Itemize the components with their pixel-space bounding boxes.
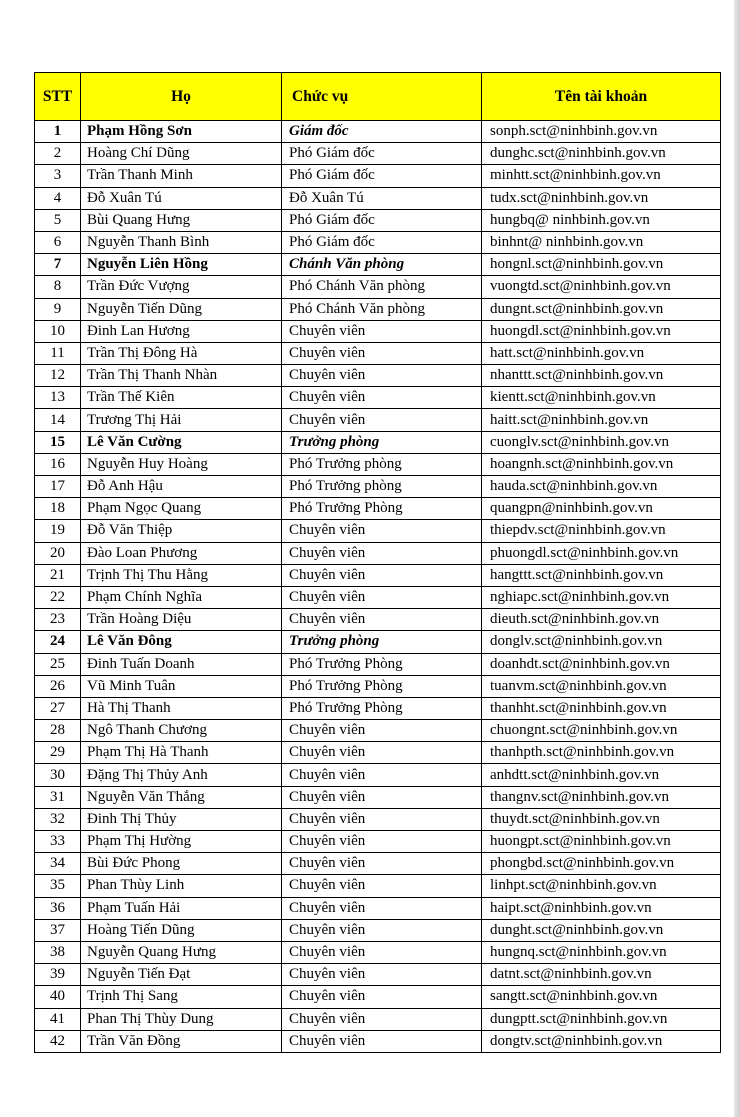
cell-ho: Phạm Chính Nghĩa: [81, 586, 282, 608]
cell-ten-tai-khoan: phuongdl.sct@ninhbinh.gov.vn: [482, 542, 721, 564]
cell-ten-tai-khoan: dungnt.sct@ninhbinh.gov.vn: [482, 298, 721, 320]
table-row: [35, 897, 721, 919]
cell-ho: Đinh Tuấn Doanh: [81, 653, 282, 675]
cell-chuc-vu: Phó Trưởng phòng: [282, 476, 482, 498]
cell-stt: 33: [35, 831, 81, 853]
table-row: [35, 165, 721, 187]
table-row: [35, 254, 721, 276]
cell-chuc-vu: Chuyên viên: [282, 764, 482, 786]
cell-ho: Trần Thị Đông Hà: [81, 342, 282, 364]
cell-stt: 39: [35, 964, 81, 986]
cell-stt: 30: [35, 764, 81, 786]
account-table-sheet: [34, 72, 720, 1053]
header-ho: Họ: [81, 73, 282, 121]
cell-stt: 15: [35, 431, 81, 453]
cell-ten-tai-khoan: tudx.sct@ninhbinh.gov.vn: [482, 187, 721, 209]
table-row: [35, 209, 721, 231]
cell-stt: 1: [35, 121, 81, 143]
cell-ho: Trần Đức Vượng: [81, 276, 282, 298]
cell-ten-tai-khoan: hungbq@ ninhbinh.gov.vn: [482, 209, 721, 231]
table-row: [35, 276, 721, 298]
table-row: [35, 1030, 721, 1052]
table-row: [35, 808, 721, 830]
cell-stt: 13: [35, 387, 81, 409]
cell-ten-tai-khoan: linhpt.sct@ninhbinh.gov.vn: [482, 875, 721, 897]
cell-ten-tai-khoan: dungptt.sct@ninhbinh.gov.vn: [482, 1008, 721, 1030]
cell-ho: Phạm Hồng Sơn: [81, 121, 282, 143]
cell-ten-tai-khoan: tuanvm.sct@ninhbinh.gov.vn: [482, 675, 721, 697]
cell-stt: 37: [35, 919, 81, 941]
cell-ho: Nguyễn Tiến Đạt: [81, 964, 282, 986]
cell-ho: Phạm Tuấn Hải: [81, 897, 282, 919]
cell-chuc-vu: Phó Trưởng Phòng: [282, 675, 482, 697]
cell-ho: Hà Thị Thanh: [81, 697, 282, 719]
cell-ho: Đặng Thị Thủy Anh: [81, 764, 282, 786]
table-row: [35, 653, 721, 675]
table-row: [35, 853, 721, 875]
cell-chuc-vu: Phó Trưởng Phòng: [282, 653, 482, 675]
table-header-row: [35, 73, 721, 121]
cell-chuc-vu: Chuyên viên: [282, 919, 482, 941]
cell-stt: 16: [35, 453, 81, 475]
table-row: [35, 786, 721, 808]
cell-chuc-vu: Chuyên viên: [282, 409, 482, 431]
cell-ten-tai-khoan: anhdtt.sct@ninhbinh.gov.vn: [482, 764, 721, 786]
table-row: [35, 609, 721, 631]
cell-stt: 5: [35, 209, 81, 231]
cell-ten-tai-khoan: vuongtd.sct@ninhbinh.gov.vn: [482, 276, 721, 298]
cell-ten-tai-khoan: sangtt.sct@ninhbinh.gov.vn: [482, 986, 721, 1008]
cell-ho: Phạm Thị Hà Thanh: [81, 742, 282, 764]
cell-stt: 26: [35, 675, 81, 697]
cell-stt: 42: [35, 1030, 81, 1052]
cell-stt: 8: [35, 276, 81, 298]
cell-stt: 10: [35, 320, 81, 342]
table-row: [35, 586, 721, 608]
table-row: [35, 409, 721, 431]
cell-ho: Đỗ Văn Thiệp: [81, 520, 282, 542]
cell-chuc-vu: Chuyên viên: [282, 875, 482, 897]
cell-chuc-vu: Chuyên viên: [282, 986, 482, 1008]
table-row: [35, 143, 721, 165]
cell-ten-tai-khoan: hoangnh.sct@ninhbinh.gov.vn: [482, 453, 721, 475]
table-row: [35, 520, 721, 542]
cell-stt: 35: [35, 875, 81, 897]
cell-chuc-vu: Chuyên viên: [282, 742, 482, 764]
cell-ho: Đinh Lan Hương: [81, 320, 282, 342]
cell-ho: Bùi Quang Hưng: [81, 209, 282, 231]
cell-chuc-vu: Chánh Văn phòng: [282, 254, 482, 276]
cell-stt: 17: [35, 476, 81, 498]
table-row: [35, 941, 721, 963]
table-row: [35, 919, 721, 941]
cell-stt: 9: [35, 298, 81, 320]
cell-ten-tai-khoan: dongtv.sct@ninhbinh.gov.vn: [482, 1030, 721, 1052]
table-row: [35, 431, 721, 453]
cell-ten-tai-khoan: phongbd.sct@ninhbinh.gov.vn: [482, 853, 721, 875]
cell-chuc-vu: Chuyên viên: [282, 964, 482, 986]
cell-chuc-vu: Chuyên viên: [282, 520, 482, 542]
cell-stt: 36: [35, 897, 81, 919]
cell-chuc-vu: Chuyên viên: [282, 1030, 482, 1052]
cell-ho: Đỗ Anh Hậu: [81, 476, 282, 498]
cell-stt: 11: [35, 342, 81, 364]
cell-ten-tai-khoan: hangttt.sct@ninhbinh.gov.vn: [482, 564, 721, 586]
cell-stt: 27: [35, 697, 81, 719]
table-row: [35, 631, 721, 653]
cell-ten-tai-khoan: dunghc.sct@ninhbinh.gov.vn: [482, 143, 721, 165]
table-row: [35, 564, 721, 586]
cell-ten-tai-khoan: thuydt.sct@ninhbinh.gov.vn: [482, 808, 721, 830]
cell-ho: Nguyễn Quang Hưng: [81, 941, 282, 963]
cell-ten-tai-khoan: binhnt@ ninhbinh.gov.vn: [482, 231, 721, 253]
cell-chuc-vu: Chuyên viên: [282, 609, 482, 631]
cell-chuc-vu: Phó Trưởng Phòng: [282, 697, 482, 719]
cell-ten-tai-khoan: minhtt.sct@ninhbinh.gov.vn: [482, 165, 721, 187]
cell-ten-tai-khoan: cuonglv.sct@ninhbinh.gov.vn: [482, 431, 721, 453]
cell-stt: 32: [35, 808, 81, 830]
cell-stt: 28: [35, 720, 81, 742]
cell-ho: Phan Thị Thùy Dung: [81, 1008, 282, 1030]
cell-chuc-vu: Chuyên viên: [282, 720, 482, 742]
table-row: [35, 986, 721, 1008]
cell-ho: Hoàng Tiến Dũng: [81, 919, 282, 941]
table-row: [35, 298, 721, 320]
cell-chuc-vu: Phó Giám đốc: [282, 143, 482, 165]
cell-ho: Đinh Thị Thủy: [81, 808, 282, 830]
cell-ten-tai-khoan: dunght.sct@ninhbinh.gov.vn: [482, 919, 721, 941]
cell-chuc-vu: Phó Giám đốc: [282, 165, 482, 187]
cell-ten-tai-khoan: hatt.sct@ninhbinh.gov.vn: [482, 342, 721, 364]
cell-ho: Đào Loan Phương: [81, 542, 282, 564]
cell-stt: 19: [35, 520, 81, 542]
table-body: [35, 121, 721, 1053]
table-row: [35, 742, 721, 764]
cell-chuc-vu: Chuyên viên: [282, 853, 482, 875]
cell-ho: Nguyễn Tiến Dũng: [81, 298, 282, 320]
cell-chuc-vu: Trưởng phòng: [282, 431, 482, 453]
cell-stt: 34: [35, 853, 81, 875]
cell-chuc-vu: Phó Trưởng phòng: [282, 453, 482, 475]
table-row: [35, 498, 721, 520]
cell-ten-tai-khoan: sonph.sct@ninhbinh.gov.vn: [482, 121, 721, 143]
table-row: [35, 831, 721, 853]
cell-chuc-vu: Chuyên viên: [282, 365, 482, 387]
cell-ten-tai-khoan: chuongnt.sct@ninhbinh.gov.vn: [482, 720, 721, 742]
cell-ten-tai-khoan: dieuth.sct@ninhbinh.gov.vn: [482, 609, 721, 631]
cell-ten-tai-khoan: hongnl.sct@ninhbinh.gov.vn: [482, 254, 721, 276]
table-row: [35, 342, 721, 364]
cell-chuc-vu: Chuyên viên: [282, 897, 482, 919]
table-row: [35, 121, 721, 143]
cell-ho: Nguyễn Huy Hoàng: [81, 453, 282, 475]
table-row: [35, 387, 721, 409]
cell-ho: Phan Thùy Linh: [81, 875, 282, 897]
cell-ten-tai-khoan: quangpn@ninhbinh.gov.vn: [482, 498, 721, 520]
table-row: [35, 697, 721, 719]
cell-chuc-vu: Đỗ Xuân Tú: [282, 187, 482, 209]
cell-ten-tai-khoan: nghiapc.sct@ninhbinh.gov.vn: [482, 586, 721, 608]
cell-ten-tai-khoan: huongpt.sct@ninhbinh.gov.vn: [482, 831, 721, 853]
cell-chuc-vu: Trưởng phòng: [282, 631, 482, 653]
table-row: [35, 476, 721, 498]
cell-ten-tai-khoan: hungnq.sct@ninhbinh.gov.vn: [482, 941, 721, 963]
cell-stt: 21: [35, 564, 81, 586]
cell-stt: 29: [35, 742, 81, 764]
cell-ho: Trịnh Thị Thu Hằng: [81, 564, 282, 586]
table-row: [35, 1008, 721, 1030]
cell-stt: 31: [35, 786, 81, 808]
cell-ho: Nguyễn Văn Thắng: [81, 786, 282, 808]
cell-chuc-vu: Chuyên viên: [282, 808, 482, 830]
table-row: [35, 365, 721, 387]
cell-chuc-vu: Chuyên viên: [282, 342, 482, 364]
cell-stt: 14: [35, 409, 81, 431]
page-edge-shadow: [734, 0, 740, 1117]
cell-ho: Phạm Ngọc Quang: [81, 498, 282, 520]
cell-chuc-vu: Phó Chánh Văn phòng: [282, 276, 482, 298]
table-row: [35, 187, 721, 209]
cell-chuc-vu: Phó Giám đốc: [282, 231, 482, 253]
cell-ho: Trần Thanh Minh: [81, 165, 282, 187]
cell-chuc-vu: Chuyên viên: [282, 786, 482, 808]
cell-chuc-vu: Chuyên viên: [282, 320, 482, 342]
cell-chuc-vu: Chuyên viên: [282, 564, 482, 586]
cell-ho: Nguyễn Liên Hồng: [81, 254, 282, 276]
cell-stt: 40: [35, 986, 81, 1008]
cell-stt: 20: [35, 542, 81, 564]
cell-chuc-vu: Chuyên viên: [282, 542, 482, 564]
cell-ho: Lê Văn Đông: [81, 631, 282, 653]
cell-ho: Đỗ Xuân Tú: [81, 187, 282, 209]
table-row: [35, 720, 721, 742]
cell-ten-tai-khoan: haitt.sct@ninhbinh.gov.vn: [482, 409, 721, 431]
cell-chuc-vu: Giám đốc: [282, 121, 482, 143]
table-row: [35, 542, 721, 564]
cell-ho: Phạm Thị Hường: [81, 831, 282, 853]
cell-stt: 18: [35, 498, 81, 520]
cell-stt: 22: [35, 586, 81, 608]
cell-ho: Trịnh Thị Sang: [81, 986, 282, 1008]
cell-ho: Lê Văn Cường: [81, 431, 282, 453]
cell-stt: 4: [35, 187, 81, 209]
cell-stt: 12: [35, 365, 81, 387]
cell-ho: Bùi Đức Phong: [81, 853, 282, 875]
cell-stt: 25: [35, 653, 81, 675]
cell-ten-tai-khoan: thanhpth.sct@ninhbinh.gov.vn: [482, 742, 721, 764]
cell-chuc-vu: Chuyên viên: [282, 831, 482, 853]
cell-ho: Trần Hoàng Diệu: [81, 609, 282, 631]
cell-stt: 41: [35, 1008, 81, 1030]
table-row: [35, 875, 721, 897]
cell-ten-tai-khoan: hauda.sct@ninhbinh.gov.vn: [482, 476, 721, 498]
cell-chuc-vu: Chuyên viên: [282, 387, 482, 409]
cell-chuc-vu: Phó Giám đốc: [282, 209, 482, 231]
table-row: [35, 764, 721, 786]
cell-ten-tai-khoan: haipt.sct@ninhbinh.gov.vn: [482, 897, 721, 919]
cell-chuc-vu: Phó Trưởng Phòng: [282, 498, 482, 520]
cell-stt: 6: [35, 231, 81, 253]
cell-ho: Nguyễn Thanh Bình: [81, 231, 282, 253]
cell-ten-tai-khoan: thiepdv.sct@ninhbinh.gov.vn: [482, 520, 721, 542]
cell-ho: Trần Thế Kiên: [81, 387, 282, 409]
cell-chuc-vu: Phó Chánh Văn phòng: [282, 298, 482, 320]
cell-ten-tai-khoan: doanhdt.sct@ninhbinh.gov.vn: [482, 653, 721, 675]
cell-chuc-vu: Chuyên viên: [282, 1008, 482, 1030]
table-row: [35, 231, 721, 253]
cell-chuc-vu: Chuyên viên: [282, 941, 482, 963]
header-ten-tai-khoan: Tên tài khoản: [482, 73, 721, 121]
cell-ho: Vũ Minh Tuân: [81, 675, 282, 697]
cell-stt: 3: [35, 165, 81, 187]
cell-ho: Trương Thị Hải: [81, 409, 282, 431]
cell-ho: Trần Thị Thanh Nhàn: [81, 365, 282, 387]
cell-ten-tai-khoan: nhanttt.sct@ninhbinh.gov.vn: [482, 365, 721, 387]
account-table: [34, 72, 721, 1053]
cell-ten-tai-khoan: thangnv.sct@ninhbinh.gov.vn: [482, 786, 721, 808]
cell-ten-tai-khoan: huongdl.sct@ninhbinh.gov.vn: [482, 320, 721, 342]
cell-ho: Hoàng Chí Dũng: [81, 143, 282, 165]
cell-ten-tai-khoan: donglv.sct@ninhbinh.gov.vn: [482, 631, 721, 653]
cell-stt: 38: [35, 941, 81, 963]
cell-stt: 2: [35, 143, 81, 165]
cell-ten-tai-khoan: thanhht.sct@ninhbinh.gov.vn: [482, 697, 721, 719]
header-stt: STT: [35, 73, 81, 121]
cell-ho: Trần Văn Đồng: [81, 1030, 282, 1052]
header-chuc-vu: Chức vụ: [282, 73, 482, 121]
cell-stt: 24: [35, 631, 81, 653]
cell-stt: 23: [35, 609, 81, 631]
table-row: [35, 453, 721, 475]
table-row: [35, 320, 721, 342]
cell-chuc-vu: Chuyên viên: [282, 586, 482, 608]
cell-ten-tai-khoan: kientt.sct@ninhbinh.gov.vn: [482, 387, 721, 409]
cell-ten-tai-khoan: datnt.sct@ninhbinh.gov.vn: [482, 964, 721, 986]
table-row: [35, 964, 721, 986]
table-row: [35, 675, 721, 697]
cell-ho: Ngô Thanh Chương: [81, 720, 282, 742]
cell-stt: 7: [35, 254, 81, 276]
